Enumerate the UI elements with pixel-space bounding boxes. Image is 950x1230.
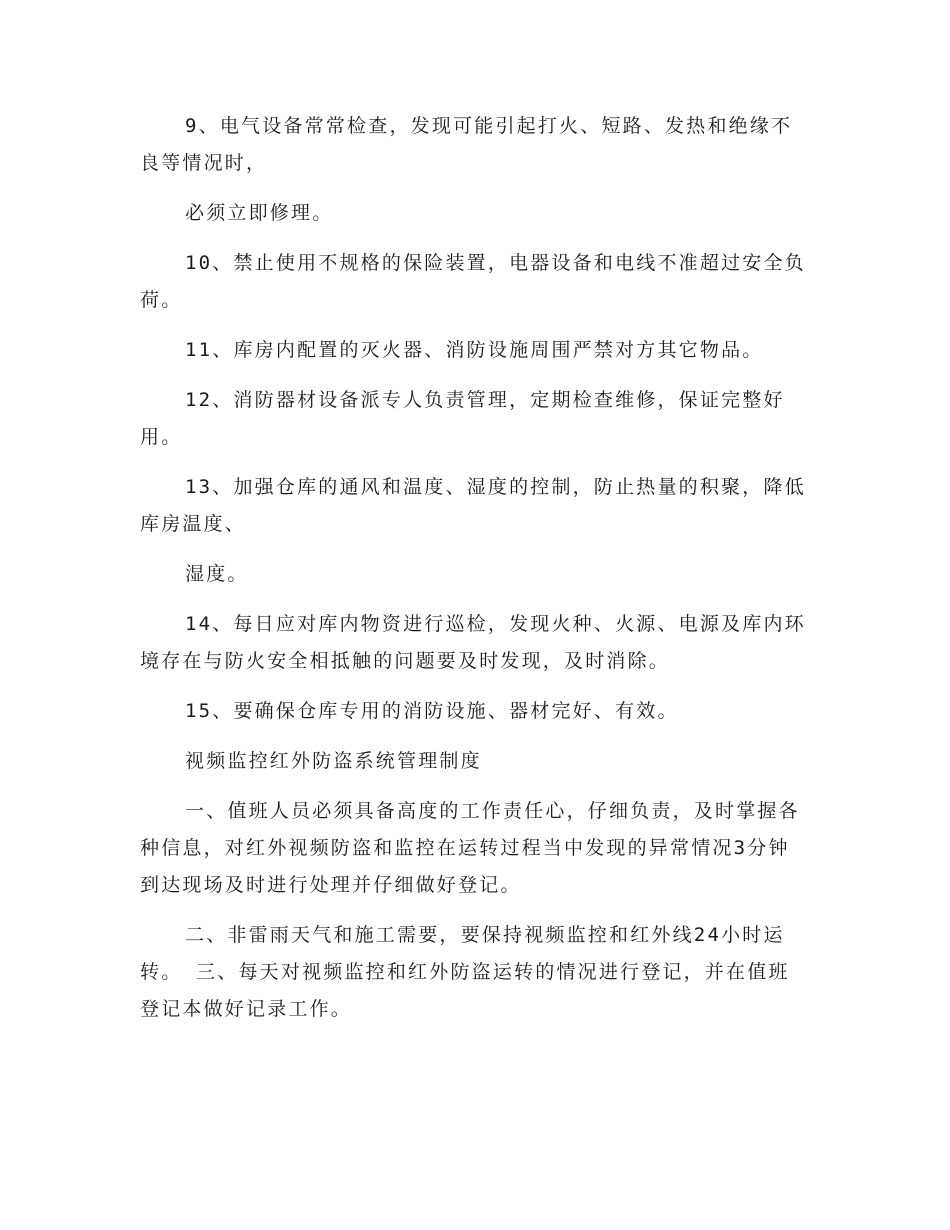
- paragraph-rule-9-continued: 必须立即修理。: [185, 202, 334, 224]
- paragraph-rule-13-continued: 湿度。: [185, 563, 249, 585]
- paragraph-rule-15: 15、要确保仓库专用的消防设施、器材完好、有效。: [185, 700, 679, 722]
- paragraph-item-2-3: 二、非雷雨天气和施工需要，要保持视频监控和红外线24小时运转。 三、每天对视频监控和红外防盗运转的情况进行登记，并在值班登记本做好记录工作。: [140, 924, 790, 1020]
- paragraph-rule-11: 11、库房内配置的灭火器、消防设施周围严禁对方其它物品。: [185, 339, 764, 361]
- paragraph-rule-13: 13、加强仓库的通风和温度、湿度的控制，防止热量的积聚，降低库房温度、: [140, 476, 806, 535]
- paragraph-rule-14: 14、每日应对库内物资进行巡检，发现火种、火源、电源及库内环境存在与防火安全相抵触的问题要及时发现，及时消除。: [140, 613, 806, 672]
- paragraph-rule-12: 12、消防器材设备派专人负责管理，定期检查维修，保证完整好用。: [140, 389, 785, 448]
- section-heading: 视频监控红外防盗系统管理制度: [185, 750, 482, 772]
- document-body: [140, 108, 810, 1041]
- paragraph-item-1: 一、值班人员必须具备高度的工作责任心，仔细负责，及时掌握各种信息，对红外视频防盗和监控在运转过程当中发现的异常情况3分钟到达现场及时进行处理并仔细做好登记。: [140, 800, 800, 896]
- paragraph-rule-10: 10、禁止使用不规格的保险装置，电器设备和电线不准超过安全负荷。: [140, 252, 806, 311]
- paragraph-rule-9: 9、电气设备常常检查，发现可能引起打火、短路、发热和绝缘不良等情况时，: [140, 115, 793, 174]
